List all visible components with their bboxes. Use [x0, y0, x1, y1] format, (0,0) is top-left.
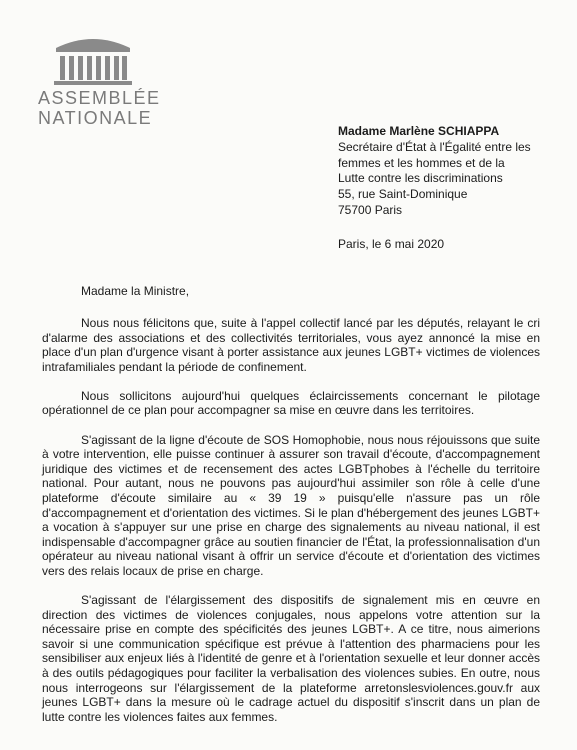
addressee-line: 75700 Paris [338, 202, 403, 217]
body-paragraph: S'agissant de la ligne d'écoute de SOS Homophobie, nous nous réjouissons que suite à votre intervention, elle puisse continuer à assurer son travail d'écoute, d'accompagnement juridique des victimes et de recensement des actes LGBTphobes à l'échelle du territoire national. Pour autant, nous ne pouvons pas aujourd'hui assimiler son rôle à celle d'une plateforme d'écoute similaire au « 39 19 » puisqu'elle n'assure pas un rôle d'accompagnement et d'orientation des victimes. Si le plan d'hébergement des jeunes LGBT+ a vocation à s'appuyer sur une prise en charge des signalements au niveau national, il est indispensable d'accompagner grâce au soutien financier de l'État, la professionnalisation d'un opérateur au niveau national visant à offrir un service d'écoute et d'orientation des victimes vers des relais locaux de prise en charge. [42, 432, 540, 578]
body-paragraph: S'agissant de l'élargissement des dispositifs de signalement mis en œuvre en direction des victimes de violences conjugales, nous appelons votre attention sur la nécessaire prise en compte des spécificités des jeunes LGBT+. A ce titre, nous aimerions savoir si une communication spécifique est prévue à l'attention des pharmaciens pour les sensibiliser aux enjeux liés à l'identité de genre et à l'orientation sexuelle et leur donner accès à des outils pédagogiques pour faciliter la verbalisation des violences subies. En outre, nous nous interrogeons sur l'élargissement de la plateforme arretonslesviolences.gouv.fr aux jeunes LGBT+ dans la mesure où le cadrage actuel du dispositif s'inscrit dans un plan de lutte contre les violences faites aux femmes. [42, 593, 540, 724]
addressee-line: 55, rue Saint-Dominique [338, 187, 468, 202]
addressee-line: Secrétaire d'État à l'Égalité entre les [338, 139, 531, 154]
addressee-line: femmes et les hommes et de la [338, 155, 505, 170]
salutation: Madame la Ministre, [81, 284, 190, 298]
body-paragraph: Nous nous félicitons que, suite à l'appel collectif lancé par les députés, relayant le cri d'alarme des associations et des collectivités territoriales, vous ayez annoncé la mise en place d'un plan d'urgence visant à porter assistance aux jeunes LGBT+ victimes de violences intrafamiliales pendant la période de confinement. [42, 316, 540, 374]
body-paragraph: Nous sollicitons aujourd'hui quelques éclaircissements concernant le pilotage opérationnel de ce plan pour accompagner sa mise en œuvre dans les territoires. [42, 388, 540, 418]
logo-text-line2: NATIONALE [38, 108, 153, 128]
addressee-block [338, 124, 531, 219]
place-date: Paris, le 6 mai 2020 [338, 237, 445, 251]
letter-body [42, 316, 540, 739]
logo-text-line1: ASSEMBLÉE [38, 88, 161, 108]
hemicycle-icon [52, 28, 134, 86]
addressee-line: Lutte contre les discriminations [338, 171, 503, 186]
addressee-name: Madame Marlène SCHIAPPA [338, 124, 500, 138]
